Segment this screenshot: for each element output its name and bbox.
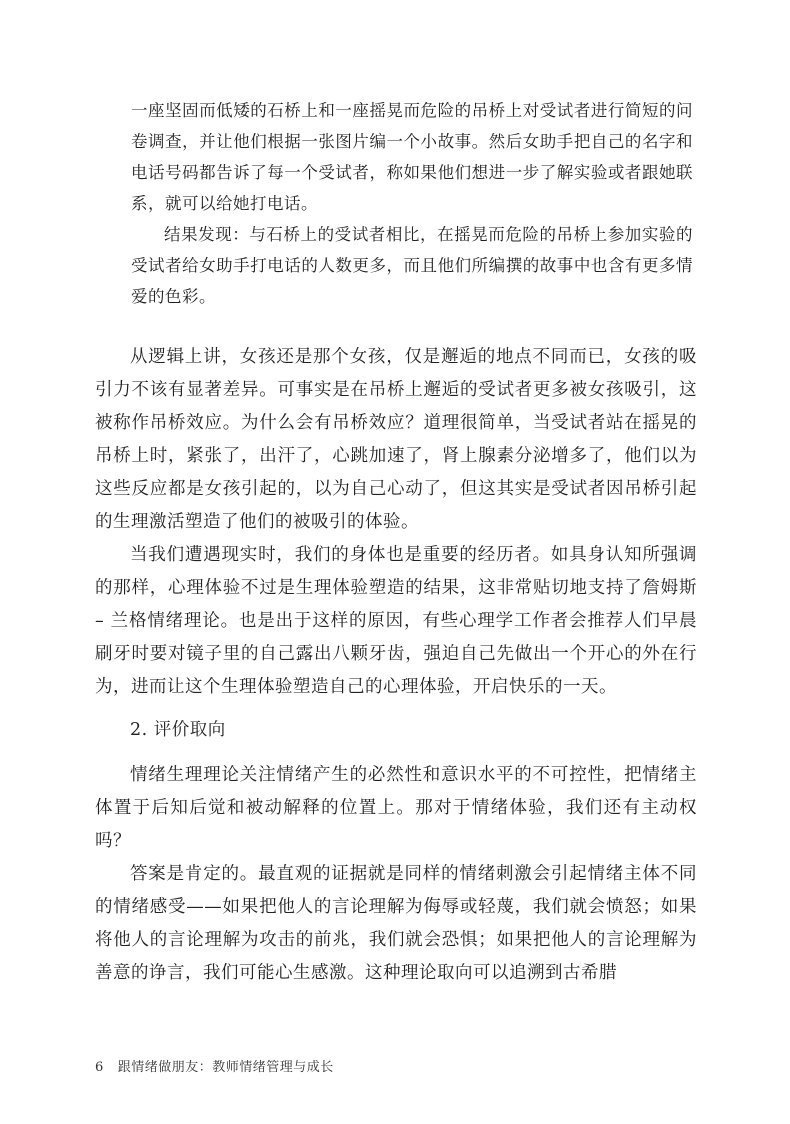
body-paragraph: 答案是肯定的。最直观的证据就是同样的情绪刺激会引起情绪主体不同的情绪感受——如果把他人的言论理解为侮辱或轻蔑，我们就会愤怒；如果将他人的言论理解为攻击的前兆，我们就会恐惧；如果把他人的言论理解为善意的诤言，我们可能心生感激。这种理论取向可以追溯到古希腊 <box>95 864 697 983</box>
page-number: 6 <box>95 1060 104 1075</box>
body-paragraph: 从逻辑上讲，女孩还是那个女孩，仅是邂逅的地点不同而已，女孩的吸引力不该有显著差异。可事实是在吊桥上邂逅的受试者更多被女孩吸引，这被称作吊桥效应。为什么会有吊桥效应？道理很简单，当受试者站在摇晃的吊桥上时，紧张了，出汗了，心跳加速了，肾上腺素分泌增多了，他们以为这些反应都是女孩引起的，以为自己心动了，但这其实是受试者因吊桥引起的生理激活塑造了他们的被吸引的体验。 <box>95 347 697 532</box>
page-footer <box>95 1060 334 1076</box>
body-text <box>95 341 697 990</box>
section-heading: 2. 评价取向 <box>130 720 226 740</box>
page-content <box>95 95 697 990</box>
quote-paragraph: 结果发现：与石桥上的受试者相比，在摇晃而危险的吊桥上参加实验的受试者给女助手打电话的人数更多，而且他们所编撰的故事中也含有更多情爱的色彩。 <box>131 225 693 306</box>
running-title: 跟情绪做朋友：教师情绪管理与成长 <box>117 1060 334 1075</box>
body-paragraph: 情绪生理理论关注情绪产生的必然性和意识水平的不可控性，把情绪主体置于后知后觉和被动解释的位置上。那对于情绪体验，我们还有主动权吗？ <box>95 765 697 851</box>
quote-paragraph: 一座坚固而低矮的石桥上和一座摇晃而危险的吊桥上对受试者进行简短的问卷调查，并让他们根据一张图片编一个小故事。然后女助手把自己的名字和电话号码都告诉了每一个受试者，称如果他们想进一步了解实验或者跟她联系，就可以给她打电话。 <box>131 101 693 213</box>
quote-block <box>131 95 693 312</box>
body-paragraph: 当我们遭遇现实时，我们的身体也是重要的经历者。如具身认知所强调的那样，心理体验不过是生理体验塑造的结果，这非常贴切地支持了詹姆斯 – 兰格情绪理论。也是出于这样的原因，有些心理学工作者会推荐人们早晨刷牙时要对镜子里的自己露出八颗牙齿，强迫自己先做出一个开心的外在行为，进而让这个生理体验塑造自己的心理体验，开启快乐的一天。 <box>95 545 697 697</box>
